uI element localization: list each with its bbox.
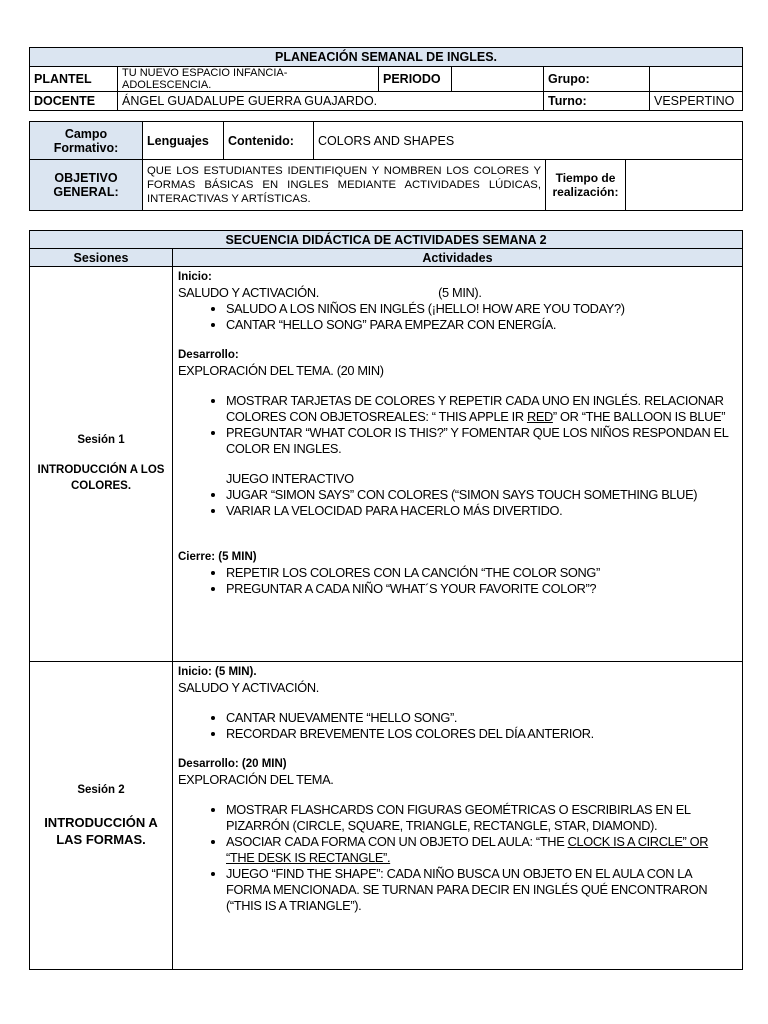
periodo-label: PERIODO	[379, 67, 452, 92]
header-table	[29, 47, 743, 111]
s1-item1-a: MOSTRAR TARJETAS DE COLORES Y REPETIR CADA UNO EN INGLÉS. RELACIONAR COLORES CON OBJETOSREALES: “ THIS APPLE IR	[226, 393, 724, 424]
list-item: • REPETIR LOS COLORES CON LA CANCIÓN “THE COLOR SONG”	[226, 565, 736, 581]
plantel-label: PLANTEL	[30, 67, 118, 92]
s1-inicio-list	[178, 301, 736, 333]
list-item: • SALUDO A LOS NIÑOS EN INGLÉS (¡HELLO! HOW ARE YOU TODAY?)	[226, 301, 736, 317]
s1-inicio-line	[178, 285, 736, 301]
s1-inicio-label: Inicio:	[178, 271, 212, 283]
s2-desarrollo-label: Desarrollo: (20 MIN)	[178, 758, 287, 770]
list-item	[226, 834, 736, 866]
objetivo-label: OBJETIVO GENERAL:	[30, 160, 143, 211]
plantel-value: TU NUEVO ESPACIO INFANCIA-ADOLESCENCIA.	[118, 67, 379, 92]
grupo-value	[650, 67, 743, 92]
s1-cierre-label: Cierre: (5 MIN)	[178, 551, 257, 563]
session-2-name: Sesión 2	[77, 783, 125, 796]
list-item: • CANTAR “HELLO SONG” PARA EMPEZAR CON ENERGÍA.	[226, 317, 736, 333]
s2-inicio-list	[178, 710, 736, 742]
s1-desarrollo-list	[178, 393, 736, 457]
s1-inicio-time: (5 MIN).	[438, 285, 482, 300]
list-item: • RECORDAR BREVEMENTE LOS COLORES DEL DÍA ANTERIOR.	[226, 726, 736, 742]
campo-value: Lenguajes	[143, 122, 224, 160]
docente-label: DOCENTE	[30, 92, 118, 111]
sequence-title: SECUENCIA DIDÁCTICA DE ACTIVIDADES SEMANA 2	[30, 231, 743, 249]
list-item: • VARIAR LA VELOCIDAD PARA HACERLO MÁS DIVERTIDO.	[226, 503, 736, 519]
session-1-topic: INTRODUCCIÓN A LOS COLORES.	[37, 464, 165, 492]
s1-inicio-text: SALUDO Y ACTIVACIÓN.	[178, 285, 319, 300]
s1-item1-underlined: RED	[526, 409, 553, 424]
list-item: • CANTAR NUEVAMENTE “HELLO SONG”.	[226, 710, 736, 726]
s1-cierre-list	[178, 565, 736, 597]
s2-desarrollo-list	[178, 802, 736, 914]
s2-inicio-label: Inicio: (5 MIN).	[178, 666, 257, 678]
s1-juego-title: JUEGO INTERACTIVO	[226, 471, 354, 486]
session-1-row	[30, 267, 743, 662]
list-item: • JUGAR “SIMON SAYS” CON COLORES (“SIMON SAYS TOUCH SOMETHING BLUE)	[226, 487, 736, 503]
list-item	[226, 393, 736, 425]
col-sesiones: Sesiones	[30, 249, 173, 267]
objetivo-value: QUE LOS ESTUDIANTES IDENTIFIQUEN Y NOMBREN LOS COLORES Y FORMAS BÁSICAS EN INGLES MEDIANTE ACTIVIDADES LÚDICAS, INTERACTIVAS Y ARTÍSTICAS.	[143, 160, 546, 211]
sequence-table	[29, 230, 743, 970]
tiempo-value	[626, 160, 743, 211]
s1-desarrollo-text: EXPLORACIÓN DEL TEMA. (20 MIN)	[178, 363, 384, 378]
docente-value: ÁNGEL GUADALUPE GUERRA GUAJARDO.	[118, 92, 544, 111]
tiempo-label: Tiempo de realización:	[546, 160, 626, 211]
list-item: • PREGUNTAR A CADA NIÑO “WHAT´S YOUR FAVORITE COLOR”?	[226, 581, 736, 597]
session-1-cell	[30, 267, 173, 662]
session-2-topic: INTRODUCCIÓN A LAS FORMAS.	[44, 814, 158, 847]
s2-item2-underlined: CLOCK IS A CIRCLE” OR “THE DESK IS RECTANGLE”.	[226, 834, 709, 865]
contenido-value: COLORS AND SHAPES	[314, 122, 743, 160]
s2-desarrollo-text: EXPLORACIÓN DEL TEMA.	[178, 772, 334, 787]
session-2-cell	[30, 662, 173, 970]
s2-item2-a: ASOCIAR CADA FORMA CON UN OBJETO DEL AULA: “THE	[226, 834, 568, 849]
turno-label: Turno:	[544, 92, 650, 111]
plan-title: PLANEACIÓN SEMANAL DE INGLES.	[30, 48, 743, 67]
session-1-activities	[173, 267, 743, 662]
periodo-value	[452, 67, 544, 92]
list-item: • PREGUNTAR “WHAT COLOR IS THIS?” Y FOMENTAR QUE LOS NIÑOS RESPONDAN EL COLOR EN INGLES.	[226, 425, 736, 457]
s1-juego-list	[178, 487, 736, 519]
session-1-name: Sesión 1	[77, 434, 125, 446]
info-table	[29, 121, 743, 211]
session-2-activities	[173, 662, 743, 970]
s1-item1-b: ” OR “THE BALLOON IS BLUE”	[552, 409, 726, 424]
s1-desarrollo-label: Desarrollo:	[178, 349, 239, 361]
col-actividades: Actividades	[173, 249, 743, 267]
s2-inicio-text: SALUDO Y ACTIVACIÓN.	[178, 680, 319, 695]
campo-label: Campo Formativo:	[30, 122, 143, 160]
session-2-row	[30, 662, 743, 970]
grupo-label: Grupo:	[544, 67, 650, 92]
list-item: • MOSTRAR FLASHCARDS CON FIGURAS GEOMÉTRICAS O ESCRIBIRLAS EN EL PIZARRÓN (CIRCLE, SQUARE, TRIANGLE, RECTANGLE, STAR, DIAMOND).	[226, 802, 736, 834]
contenido-label: Contenido:	[224, 122, 314, 160]
list-item: • JUEGO “FIND THE SHAPE”: CADA NIÑO BUSCA UN OBJETO EN EL AULA CON LA FORMA MENCIONADA. SE TURNAN PARA DECIR EN INGLÉS QUÉ ENCONTRARON (“THIS IS A TRIANGLE”).	[226, 866, 736, 914]
turno-value: VESPERTINO	[650, 92, 743, 111]
